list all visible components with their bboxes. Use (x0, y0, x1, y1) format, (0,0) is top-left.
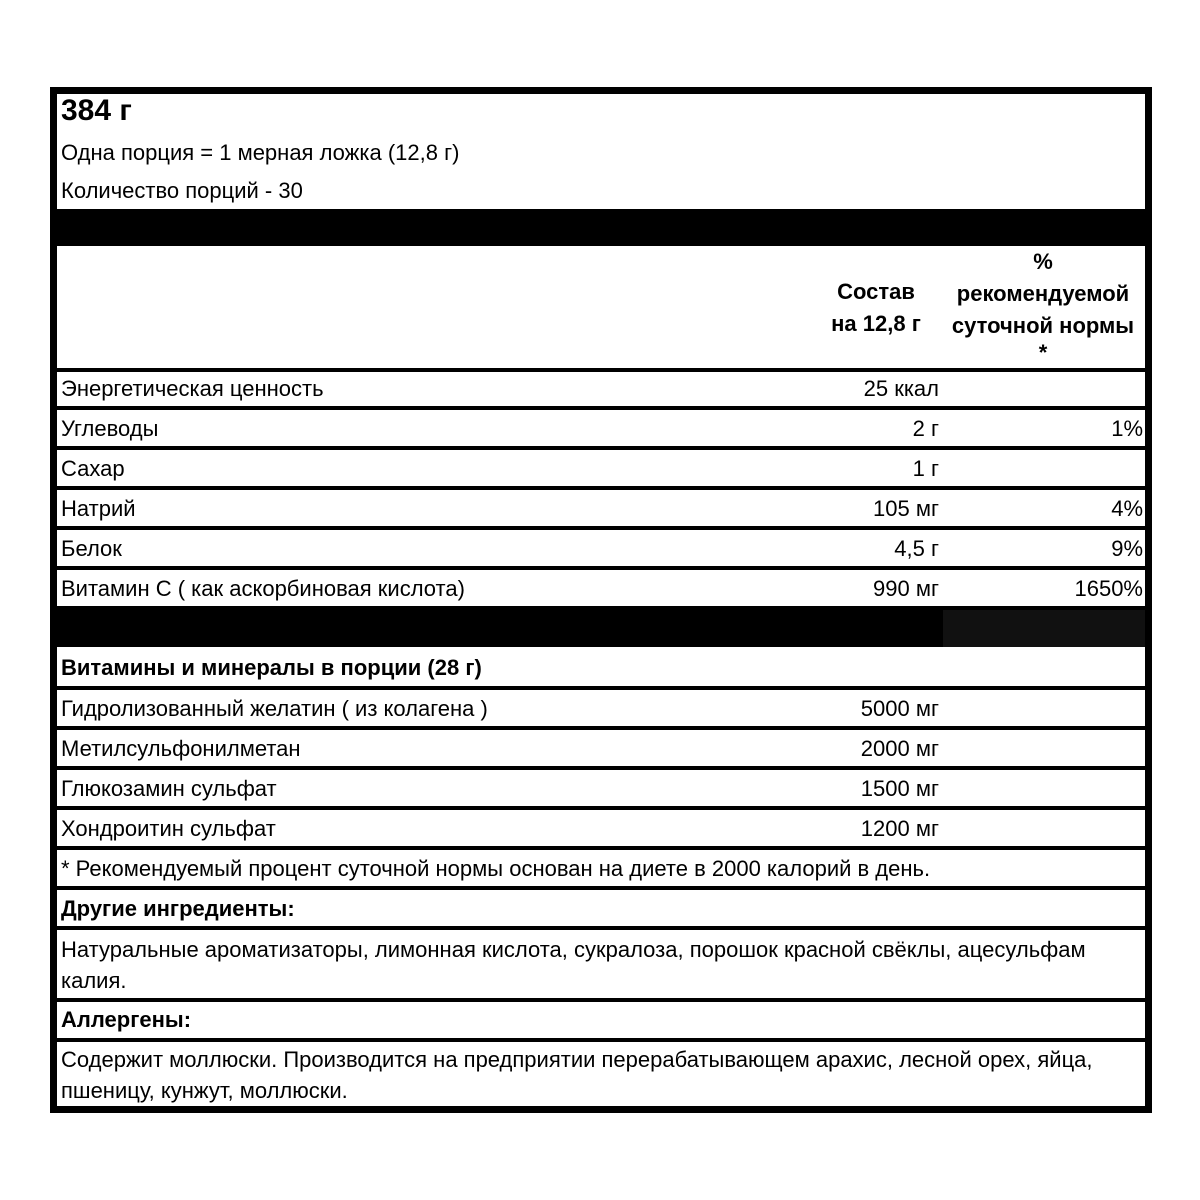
ingredients-heading: Другие ингредиенты: (61, 896, 295, 921)
nutrient-percent: 1650% (1074, 576, 1143, 601)
net-weight: 384 г (61, 94, 132, 127)
daily-value-header: % рекомендуемой суточной нормы * (951, 249, 1135, 365)
nutrient-name: Энергетическая ценность (61, 376, 324, 401)
vitamins-heading: Витамины и минералы в порции (28 г) (61, 655, 482, 680)
vitamins-heading-row (57, 647, 1145, 686)
nutrient-row (57, 372, 1145, 406)
ingredients-heading-row (57, 890, 1145, 926)
nutrient-amount: 2 г (912, 416, 939, 441)
servings-count: Количество порций - 30 (61, 178, 303, 203)
nutrient-amount: 4,5 г (894, 536, 939, 561)
vitamin-amount: 1200 мг (860, 816, 939, 841)
vitamin-row (57, 770, 1145, 806)
composition-header: Состав на 12,8 г (831, 279, 921, 336)
vitamin-amount: 5000 мг (860, 696, 939, 721)
footnote: * Рекомендуемый процент суточной нормы основан на диете в 2000 калорий в день. (61, 856, 931, 881)
nutrient-row (57, 410, 1145, 446)
vitamin-name: Гидролизованный желатин ( из колагена ) (61, 696, 488, 721)
nutrient-name: Белок (61, 536, 122, 561)
nutrient-amount: 105 мг (873, 496, 939, 521)
ingredients-text: Натуральные ароматизаторы, лимонная кислота, сукралоза, порошок красной свёклы, ацесульфам калия. (61, 937, 1086, 993)
vitamin-amount: 2000 мг (860, 736, 939, 761)
divider-bar-shade (943, 610, 1145, 647)
nutrient-percent: 1% (1111, 416, 1143, 441)
nutrient-row (57, 570, 1145, 606)
nutrient-percent: 4% (1111, 496, 1143, 521)
allergens-text: Содержит моллюски. Производится на предприятии перерабатывающем арахис, лесной орех, яйца, пшеницу, кунжут, моллюски. (61, 1047, 1093, 1103)
vitamin-row (57, 730, 1145, 766)
nutrient-row (57, 450, 1145, 486)
vitamin-name: Глюкозамин сульфат (61, 776, 277, 801)
nutrient-percent: 9% (1111, 536, 1143, 561)
header-block (57, 94, 1145, 209)
divider-bar-middle (57, 610, 1145, 647)
nutrient-amount: 1 г (912, 456, 939, 481)
nutrient-row (57, 530, 1145, 566)
nutrient-name: Сахар (61, 456, 125, 481)
vitamin-name: Хондроитин сульфат (61, 816, 276, 841)
nutrient-name: Витамин С ( как аскорбиновая кислота) (61, 576, 465, 601)
ingredients-text-row (57, 930, 1145, 998)
serving-size: Одна порция = 1 мерная ложка (12,8 г) (61, 140, 460, 165)
allergens-text-row (57, 1042, 1145, 1106)
nutrient-amount: 25 ккал (863, 376, 939, 401)
nutrient-row (57, 490, 1145, 526)
vitamin-name: Метилсульфонилметан (61, 736, 301, 761)
vitamin-row (57, 690, 1145, 726)
nutrient-name: Натрий (61, 496, 136, 521)
vitamin-amount: 1500 мг (860, 776, 939, 801)
nutrient-amount: 990 мг (873, 576, 939, 601)
allergens-heading-row (57, 1002, 1145, 1038)
nutrient-name: Углеводы (61, 416, 159, 441)
vitamin-row (57, 810, 1145, 846)
allergens-heading: Аллергены: (61, 1007, 192, 1032)
column-header (57, 246, 1145, 368)
divider-bar-top (57, 209, 1145, 246)
footnote-row (57, 850, 1145, 886)
nutrition-label (50, 87, 1152, 1113)
